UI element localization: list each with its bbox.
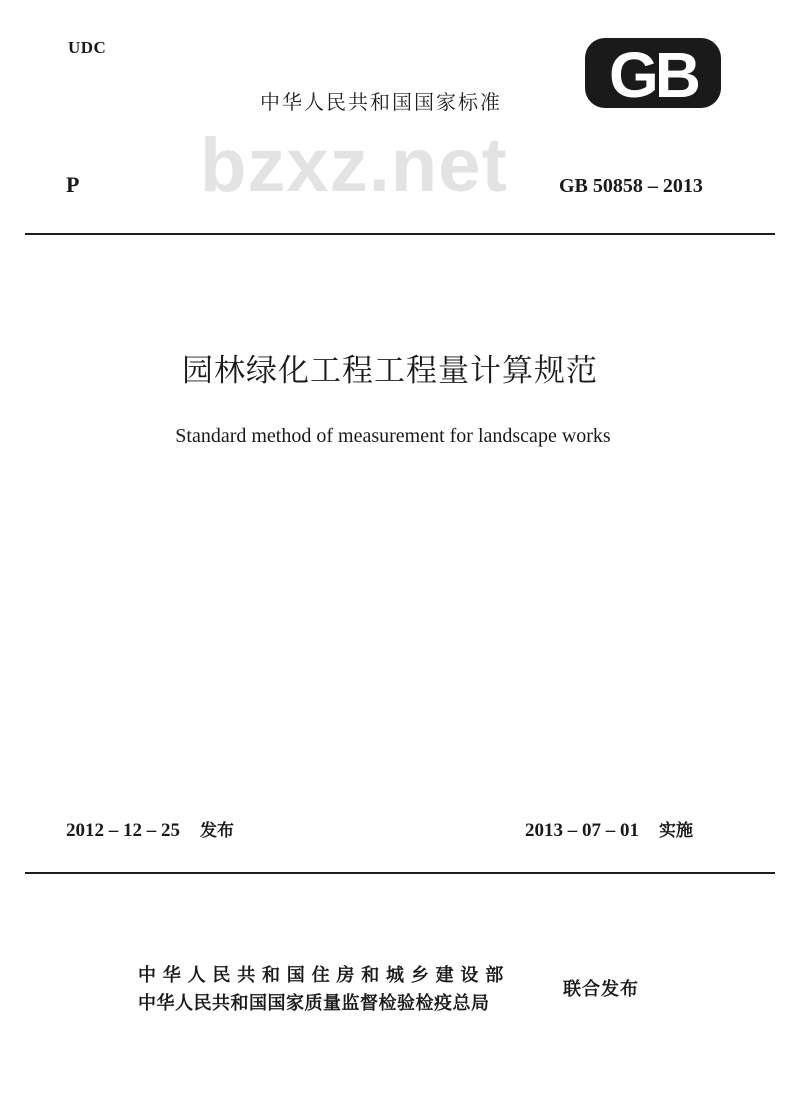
standard-number: GB 50858 – 2013 — [559, 175, 703, 197]
joint-issue-label: 联合发布 — [563, 979, 639, 1000]
issuer-ministry-housing: 中华人民共和国住房和城乡建设部 — [138, 965, 510, 986]
top-divider — [25, 233, 775, 235]
implementation-date-block — [525, 816, 693, 842]
implementation-date: 2013 – 07 – 01 — [525, 820, 639, 841]
udc-label: UDC — [68, 38, 107, 57]
watermark: bzxz.net — [200, 123, 508, 208]
issue-label: 发布 — [200, 821, 234, 841]
issuer-aqsiq: 中华人民共和国国家质量监督检验检疫总局 — [138, 993, 490, 1014]
gb-logo-icon — [583, 36, 723, 110]
bottom-divider — [25, 872, 775, 874]
category-code: P — [66, 172, 80, 197]
implementation-label: 实施 — [659, 821, 693, 841]
title-english: Standard method of measurement for landscape works — [175, 425, 611, 447]
issue-date: 2012 – 12 – 25 — [66, 820, 180, 841]
gb-logo — [583, 36, 723, 110]
title-chinese: 园林绿化工程工程量计算规范 — [182, 353, 598, 389]
national-standard-heading: 中华人民共和国国家标准 — [260, 90, 502, 114]
gb-logo-text: GB — [609, 39, 697, 110]
issue-date-block — [66, 816, 234, 842]
